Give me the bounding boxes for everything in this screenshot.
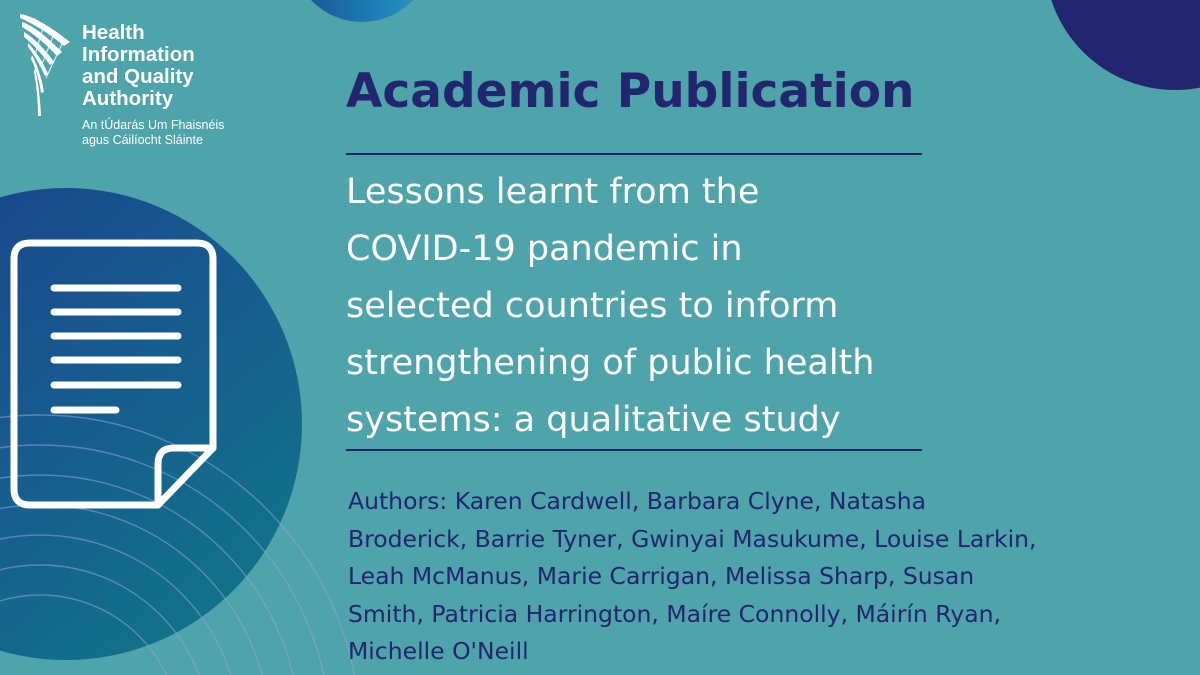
divider-bottom (346, 449, 922, 451)
logo-name-line: Information (82, 43, 195, 66)
divider-top (346, 153, 922, 155)
authors-line: Leah McManus, Marie Carrigan, Melissa Sharp, Susan (348, 562, 975, 590)
hiqa-wing-logo-icon (14, 12, 76, 124)
authors-line: Authors: Karen Cardwell, Barbara Clyne, Natasha (348, 487, 927, 515)
title-line: strengthening of public health (346, 343, 875, 383)
title-line: selected countries to inform (346, 286, 839, 326)
logo-organisation-name (82, 22, 195, 110)
logo-irish-line: An tÚdarás Um Fhaisnéis (82, 118, 225, 132)
publication-authors (348, 483, 1148, 671)
publication-heading: Academic Publication (346, 64, 915, 119)
title-line: COVID-19 pandemic in (346, 229, 743, 269)
title-line: Lessons learnt from the (346, 172, 760, 212)
logo-irish-line: agus Cáilíocht Sláinte (82, 133, 203, 147)
logo-name-line: and Quality (82, 65, 194, 88)
title-line: systems: a qualitative study (346, 400, 841, 440)
logo-name-line: Authority (82, 87, 174, 110)
document-page-icon (10, 238, 220, 513)
publication-title (346, 164, 946, 449)
authors-line: Michelle O'Neill (348, 637, 529, 665)
logo-name-line: Health (82, 21, 145, 44)
logo-irish-name (82, 118, 224, 148)
authors-line: Smith, Patricia Harrington, Maíre Connolly, Máirín Ryan, (348, 599, 1001, 628)
authors-line: Broderick, Barrie Tyner, Gwinyai Masukume, Louise Larkin, (348, 524, 1037, 553)
hiqa-logo (8, 12, 228, 152)
